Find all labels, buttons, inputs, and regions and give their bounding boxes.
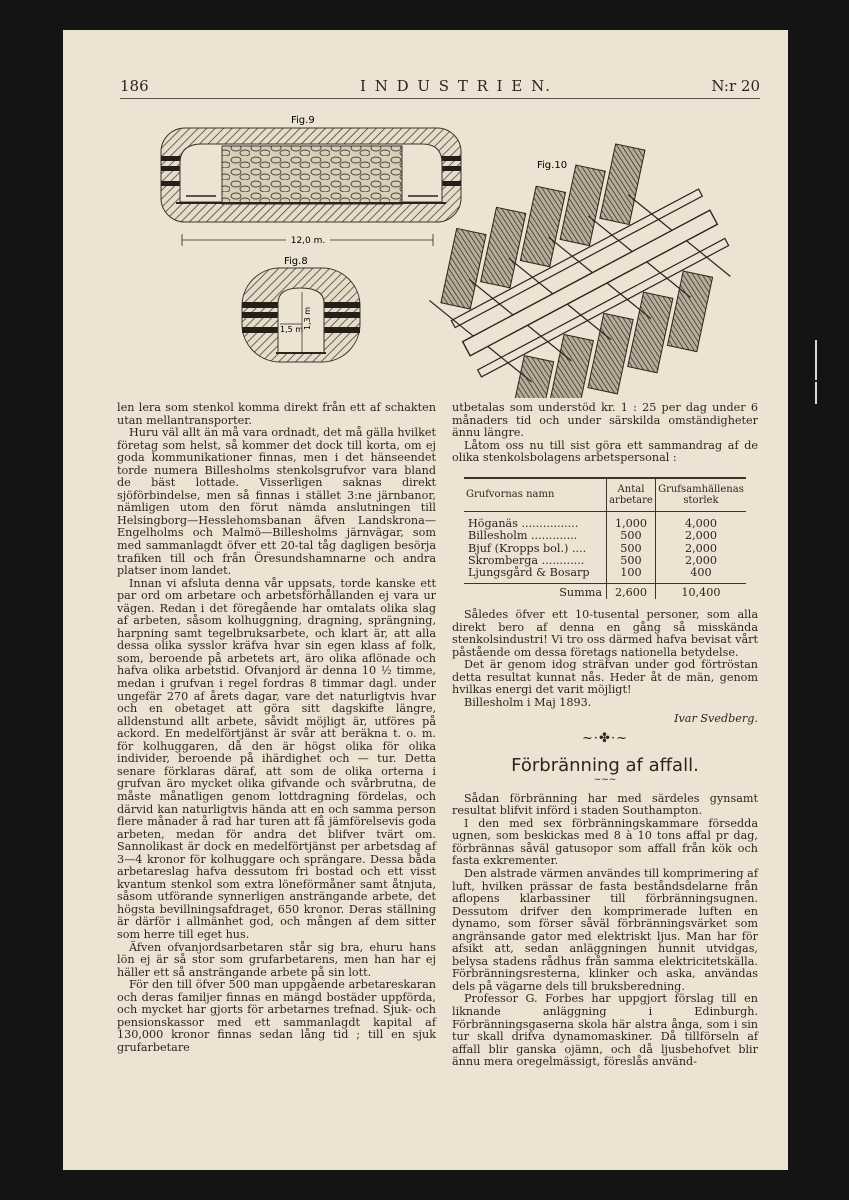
right-column — [452, 402, 758, 1069]
figure-8-label: Fig.8 — [284, 256, 308, 267]
table-cell: 400 — [655, 567, 746, 583]
paragraph: Äfven ofvanjordsarbetaren står sig bra, ehuru hans lön ej är så stor som grufarbetarens, men han har ej häller ett så ansträngande arbete på sin lott. — [117, 940, 436, 979]
paragraph: utbetalas som understöd kr. 1 : 25 per dag under 6 månaders tid och under särskilda omständigheter ännu längre. — [452, 401, 758, 440]
table-row — [464, 567, 746, 583]
paragraph: Sådan förbränning har med särdeles gynsamt resultat blifvit införd i staden Southampton. — [452, 791, 758, 818]
table-cell: Höganäs ................ — [468, 516, 579, 530]
paragraph: Billesholm i Maj 1893. — [464, 696, 592, 709]
table-cell: 100 — [607, 567, 656, 583]
author-signature: Ivar Svedberg. — [674, 711, 758, 725]
table-sum-row — [464, 583, 746, 599]
table-cell: 2,000 — [655, 555, 746, 567]
table-cell: 4,000 — [655, 511, 746, 530]
journal-title: I N D U S T R I E N. — [360, 77, 553, 95]
column-header: Grufvornas namn — [464, 478, 607, 512]
table-cell: 10,400 — [655, 583, 746, 599]
column-header: Grufsamhällenas storlek — [655, 478, 746, 512]
table-cell: 1,000 — [607, 511, 656, 530]
paragraph: len lera som stenkol komma direkt från ett af schakten utan mellantransporter. — [117, 401, 436, 427]
figure-8-width: 1,5 m — [280, 325, 304, 334]
figure-8-height: 1,3 m — [303, 306, 312, 330]
page-number: 186 — [120, 77, 149, 95]
paragraph: Låtom oss nu till sist göra ett sammandrag af de olika stenkolsbolagens arbetspersonal : — [452, 438, 758, 465]
page-edge-mark — [815, 340, 817, 380]
issue-number: N:r 20 — [711, 77, 760, 95]
table-cell: 2,600 — [607, 583, 656, 599]
figure-10-label: Fig.10 — [537, 160, 568, 171]
table-cell: 500 — [607, 555, 656, 567]
paragraph: För den till öfver 500 man uppgående arbetareskaran och deras familjer finnas en mängd bostäder uppförda, och mycket har gjorts för arbetarnes trefnad. Sjuk- och pensionskassor med ett sammanlagdt kapital af 130,000 kronor finnas sedan lång tid ; till en sjuk grufarbetare — [117, 978, 436, 1054]
table-cell: Summa — [464, 583, 607, 599]
paragraph: Innan vi afsluta denna vår uppsats, torde kanske ett par ord om arbetare och arbetsförhållanden ej vara ur vägen. Redan i det föregående har omtalats olika slag af arbeten, såsom kolhuggning, dragning, sprängning, harpning samt tegelbruksarbete, och klart är, att alla dessa olika sysslor kräfva hvar sin egen klass af folk, som, beroende på arbetets art, äro olika aflönade och hafva olika arbetstid. Ofvanjord är denna 10 ½ timme, medan i grufvan i regel fordras 8 timmar dagl. under ungefär 270 af årets dagar, vare det naturligtvis hvar och en obetaget att göra sitt dagskifte längre, alldenstund allt arbete, såvidt möjligt är, utföres på ackord. En medelförtjänst är svår att beräkna t. o. m. för kolhuggaren, då den är högst olika för olika individer, beroende på ihärdighet och — tur. Detta senare förklaras däraf, att som de olika orterna i grufvan äro mycket olika gifvande och svårbrutna, de måste månatligen genom lottdragning fördelas, och därvid kan naturligtvis hända att en och samma person flere månader å rad har turen att få jämförelsevis goda arbeten, medan för andra det blifver tvärt om. Sannolikast är dock en medelförtjänst per arbetsdag af 3—4 kronor för kolhuggare och sprängare. Dessa båda arbetareslag hafva dessutom fri bostad och ett visst kvantum stenkol som extra löneförmåner samt åtnjuta, såsom utförande synnerligen ansträngande arbete, det högsta bevillningsafdraget, 650 kronor. Deras ställning är därför i allmänhet god, och mången af dem sitter som herre till eget hus. — [117, 576, 436, 941]
table-row — [464, 511, 746, 530]
table-cell: Bjuf (Kropps bol.) .... — [468, 541, 587, 555]
table-cell: Ljungsgård & Bosarp — [468, 566, 590, 580]
paragraph: Det är genom idog sträfvan under god förtröstan detta resultat kunnat nås. Heder åt de män, genom hvilkas energi det varit möjligt! — [452, 658, 758, 697]
paragraph: Huru väl allt än må vara ordnadt, det må gälla hvilket företag som helst, så kommer det dock till korta, om ej goda kommunikationer finnas, men i det hänseendet torde numera Billesholms stenkolsgrufvor vara bland de bäst lottade. Visserligen saknas direkt sjöförbindelse, men så finnas i stället 3:ne järnbanor, nämligen utom den förut nämda anslutningen till Helsingborg—Hesslehomsbanan äfven Landskrona—Engelholms och Malmö—Billesholms järnvägar, som med sammanlagdt öfver ett 20-tal tåg dagligen besörja trafiken till och från Öresundshamnarne och andra platser inom landet. — [117, 426, 436, 578]
title-swash: ~~~ — [593, 775, 617, 786]
figure-9-dimension: 12,0 m. — [290, 236, 326, 246]
ornament-divider: ~·✤·~ — [582, 731, 628, 747]
paragraph: Den alstrade värmen användes till komprimering af luft, hvilken prässar de fasta beståndsdelarne från aflopens klarbassiner till förbränningsugnen. Dessutom drifver den komprimerade luften en dynamo, som förser såväl förbränningsvärket som angränsande gator med elektriskt ljus. Man har för afsikt att, sedan anläggningen hunnit utvidgas, belysa stadens rådhus från samma elektricitetskälla. Förbränningsresterna, klinker och aska, användas dels på vägarne dels till bruksberedning. — [452, 867, 758, 993]
table-cell: 500 — [607, 543, 656, 555]
page-edge-mark — [815, 382, 817, 404]
figure-9-tunnel — [161, 115, 461, 246]
table-cell: Billesholm ............. — [468, 529, 578, 543]
paragraph: Professor G. Forbes har uppgjort förslag till en liknande anläggning i Edinburgh. Förbränningsgaserna skola här alstra ånga, som i sin tur skall drifva dynamomaskiner. Då tillförseln af affall blir ganska ojämn, och då ljusbehofvet blir ännu mera oregelmässigt, föreslås använd- — [452, 992, 758, 1069]
table-cell: 2,000 — [655, 530, 746, 542]
workforce-table — [464, 477, 746, 599]
figure-9-label: Fig.9 — [291, 115, 315, 126]
article-title: Förbränning af affall. — [511, 754, 699, 776]
paragraph: Således öfver ett 10-tusental personer, som alla direkt bero af denna en gång så misskända stenkolsindustri! Vi tro oss därmed hafva bevisat vårt påstående om dessa företags nationella betydelse. — [452, 608, 758, 659]
table-row — [464, 530, 746, 542]
figure-8-tunnel — [242, 256, 360, 362]
left-column — [117, 402, 436, 1054]
paragraph: I den med sex förbränningskammare försedda ugnen, som beskickas med 8 à 10 tons affal pr dag, förbrännas såväl gatusopor som affall från kök och fasta exkrementer. — [452, 816, 758, 868]
column-header: Antal arbetare — [607, 478, 656, 512]
table-cell: 2,000 — [655, 543, 746, 555]
table-cell: Skromberga ............ — [468, 553, 585, 567]
table-cell: 500 — [607, 530, 656, 542]
mine-figures — [150, 108, 750, 398]
running-header — [120, 76, 760, 99]
